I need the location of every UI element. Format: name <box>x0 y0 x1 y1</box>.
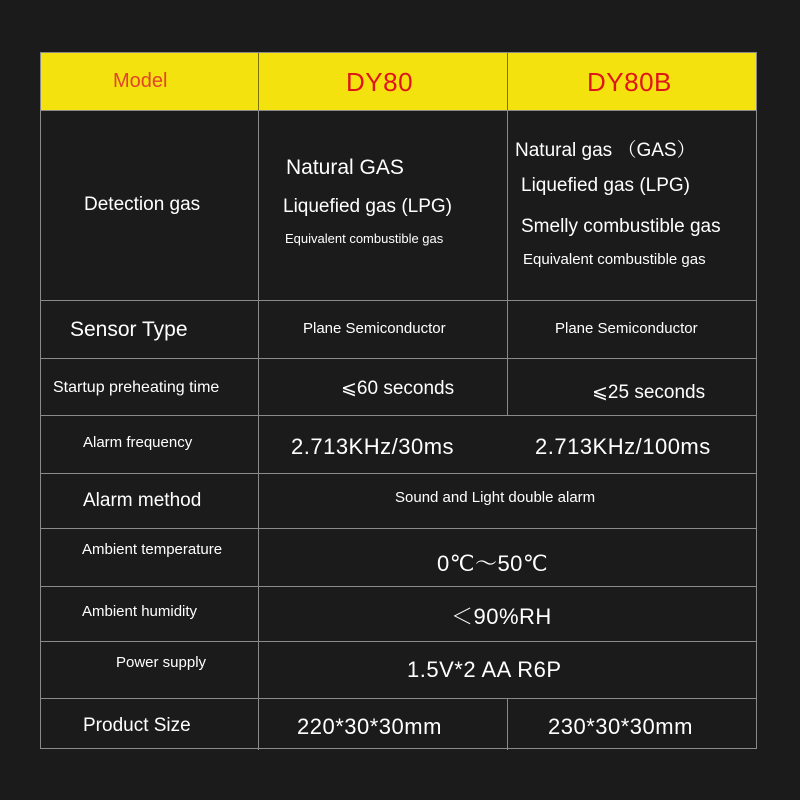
sensor-type-row <box>41 300 756 358</box>
ambient-temperature-label: Ambient temperature <box>82 541 223 558</box>
dy80-product-size: 220*30*30mm <box>297 714 442 739</box>
dy80-gas-3: Equivalent combustible gas <box>285 231 444 246</box>
dy80b-gas-3: Smelly combustible gas <box>521 216 721 237</box>
alarm-method-row <box>41 473 756 528</box>
header-row <box>41 53 756 110</box>
product-size-label: Product Size <box>83 715 191 736</box>
dy80-alarm-frequency: 2.713KHz/30ms <box>291 434 455 459</box>
dy80-gas-2: Liquefied gas (LPG) <box>283 196 452 217</box>
dy80-gas-1: Natural GAS <box>286 156 404 179</box>
product-dy80b-header: DY80B <box>587 67 672 97</box>
dy80b-alarm-frequency: 2.713KHz/100ms <box>535 434 711 459</box>
ambient-temperature-row <box>41 528 756 586</box>
preheat-row <box>41 358 756 415</box>
dy80b-preheat: ⩽25 seconds <box>592 382 706 403</box>
model-header: Model <box>113 70 168 92</box>
detection-gas-row <box>41 110 756 300</box>
power-supply-label: Power supply <box>116 654 207 671</box>
ambient-humidity-label: Ambient humidity <box>82 603 198 620</box>
power-supply-value: 1.5V*2 AA R6P <box>407 657 562 682</box>
ambient-temperature-value: 0℃～50℃ <box>437 551 549 576</box>
alarm-method-label: Alarm method <box>83 490 202 511</box>
dy80-sensor: Plane Semiconductor <box>303 320 446 337</box>
dy80b-product-size: 230*30*30mm <box>548 714 693 739</box>
dy80b-gas-1: Natural gas （GAS） <box>515 140 696 161</box>
dy80b-gas-2: Liquefied gas (LPG) <box>521 175 690 196</box>
sensor-type-label: Sensor Type <box>70 318 188 341</box>
alarm-method-value: Sound and Light double alarm <box>395 489 596 506</box>
product-dy80-header: DY80 <box>346 67 414 97</box>
dy80b-sensor: Plane Semiconductor <box>555 320 698 337</box>
product-size-row <box>41 698 756 750</box>
ambient-humidity-row <box>41 586 756 641</box>
alarm-frequency-row <box>41 415 756 473</box>
detection-gas-label: Detection gas <box>84 194 201 215</box>
dy80-preheat: ⩽60 seconds <box>341 378 455 399</box>
alarm-frequency-label: Alarm frequency <box>83 434 193 451</box>
preheat-label: Startup preheating time <box>53 379 220 396</box>
spec-table <box>40 52 757 749</box>
dy80b-gas-4: Equivalent combustible gas <box>523 251 706 268</box>
power-supply-row <box>41 641 756 698</box>
ambient-humidity-value: ＜90%RH <box>451 604 552 629</box>
